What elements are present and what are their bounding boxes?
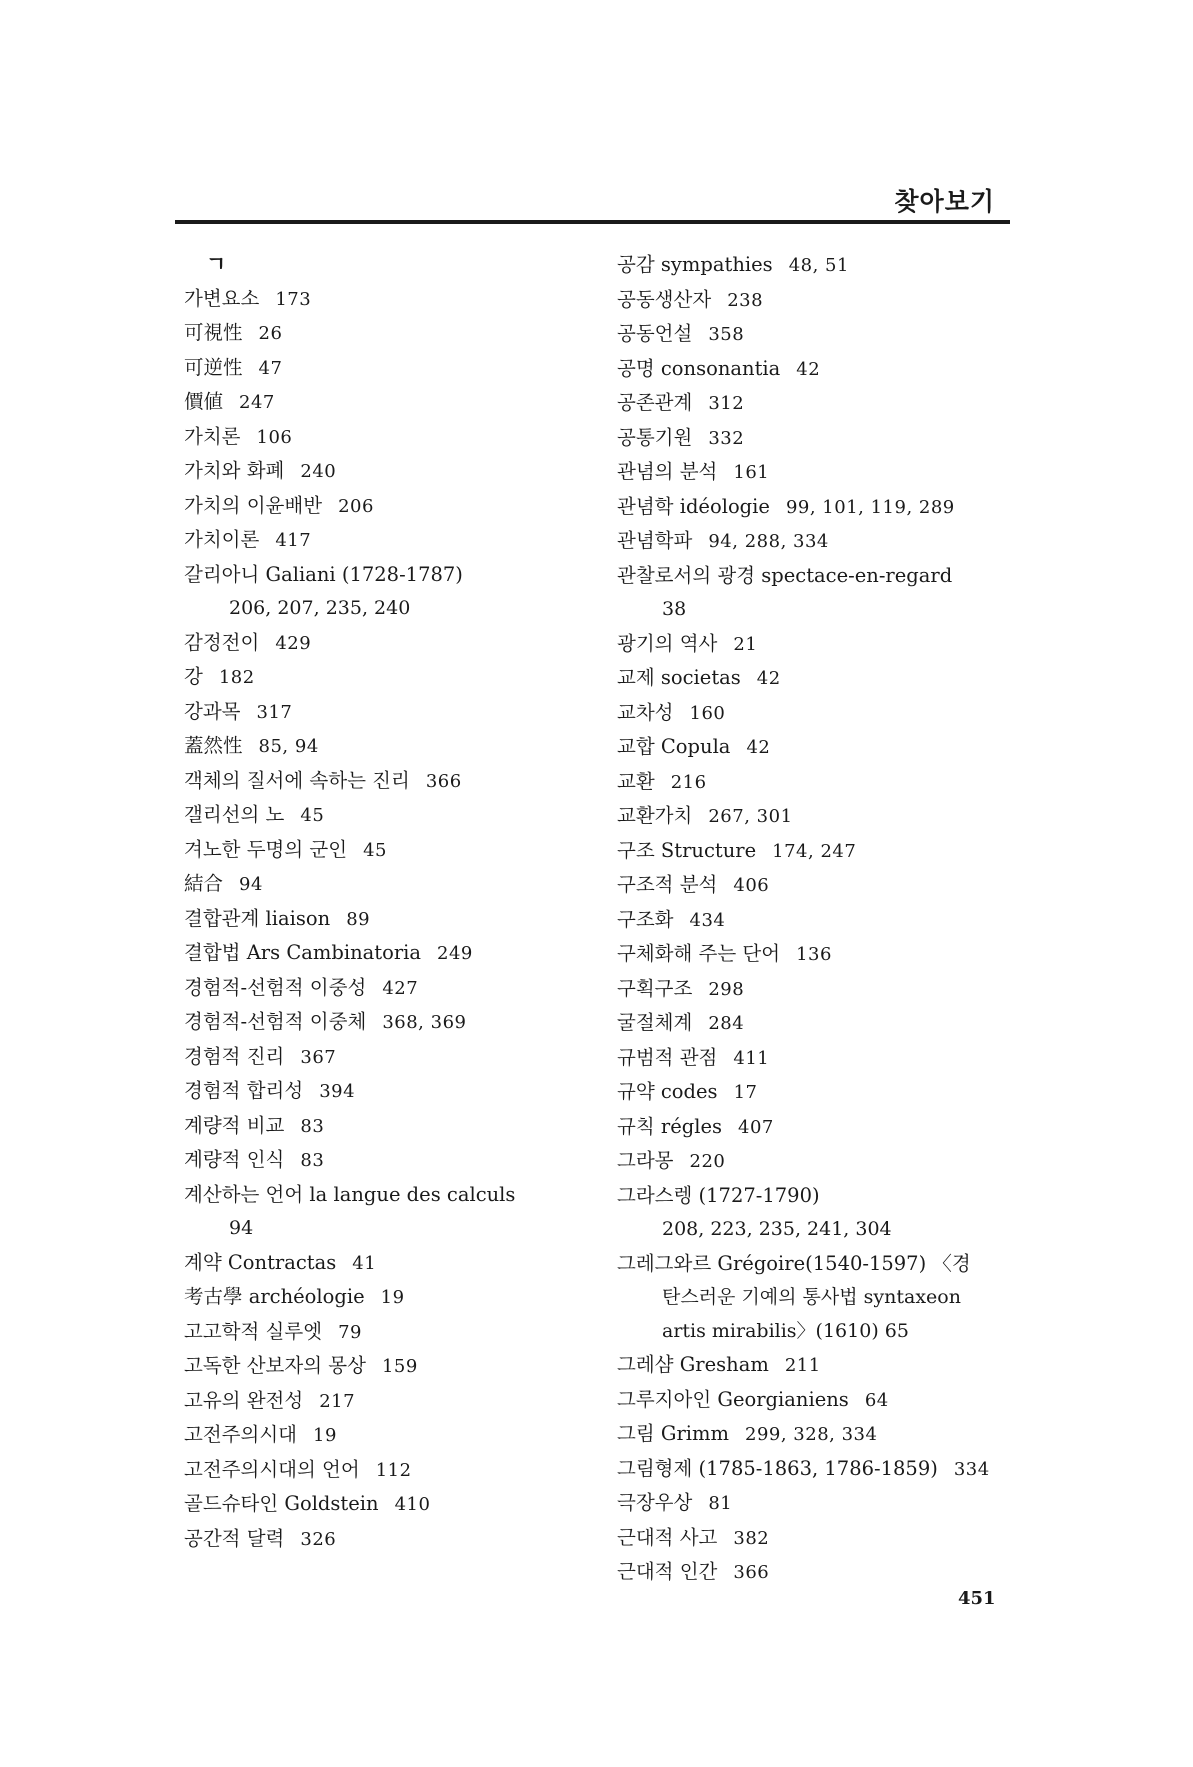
index-term: 가치이론 xyxy=(184,528,260,551)
index-column-right xyxy=(617,248,1017,1590)
index-pages: 407 xyxy=(738,1116,774,1138)
index-term: 결합관계 liaison xyxy=(184,906,331,930)
index-pages: 249 xyxy=(437,943,473,964)
index-entry xyxy=(617,1348,1017,1383)
index-term: 계약 Contractas xyxy=(184,1250,337,1274)
index-entry xyxy=(184,1246,584,1281)
index-pages: 81 xyxy=(708,1493,733,1514)
index-pages: 85, 94 xyxy=(258,736,319,757)
index-term: 구획구조 xyxy=(617,976,693,1000)
index-term: 蓋然性 xyxy=(184,734,243,757)
index-entry-continuation: 38 xyxy=(662,598,687,620)
index-pages: 217 xyxy=(319,1390,356,1412)
index-term: 교환가치 xyxy=(617,804,693,827)
index-term: 可逆性 xyxy=(184,355,243,379)
index-entry xyxy=(617,1247,1017,1282)
index-pages: 83 xyxy=(300,1150,325,1171)
index-entry xyxy=(617,1486,1017,1521)
index-term: 결합법 Ars Cambinatoria xyxy=(184,941,422,964)
index-entry-continuation: 탄스러운 기예의 통사법 syntaxeon xyxy=(662,1286,961,1308)
index-term: 공감 sympathies xyxy=(617,253,773,276)
index-pages: 174, 247 xyxy=(772,840,857,862)
index-term: 가치의 이윤배반 xyxy=(184,493,323,517)
index-pages: 182 xyxy=(218,667,255,688)
index-entry xyxy=(617,661,1017,696)
index-pages: 238 xyxy=(727,289,764,311)
index-term: 관념의 분석 xyxy=(617,460,718,483)
index-term: 그림형제 (1785-1863, 1786-1859) xyxy=(617,1456,938,1480)
index-term: 공명 consonantia xyxy=(617,356,781,380)
index-term: 갤리선의 노 xyxy=(184,803,285,826)
index-entry xyxy=(184,420,584,455)
index-term: 경험적-선험적 이중성 xyxy=(184,975,367,999)
index-term: 규범적 관점 xyxy=(617,1045,718,1069)
index-term: 근대적 사고 xyxy=(617,1525,718,1549)
index-term: 갈리아니 Galiani (1728-1787) xyxy=(184,562,463,586)
index-pages: 48, 51 xyxy=(788,255,849,276)
index-entry xyxy=(184,660,584,695)
index-pages: 334 xyxy=(953,1458,990,1480)
index-entry xyxy=(617,868,1017,903)
index-entry xyxy=(184,1109,584,1144)
index-pages: 326 xyxy=(300,1528,337,1550)
index-entry xyxy=(184,1453,584,1488)
index-term: 굴절체계 xyxy=(617,1011,693,1034)
index-term: 그림 Grimm xyxy=(617,1422,729,1445)
index-entry-continuation: 208, 223, 235, 241, 304 xyxy=(662,1218,892,1240)
index-term: 고유의 완전성 xyxy=(184,1388,304,1412)
index-entry xyxy=(184,1280,584,1315)
index-term: 강 xyxy=(184,665,203,688)
index-pages: 434 xyxy=(689,909,726,931)
index-term: 공통기원 xyxy=(617,425,693,449)
index-pages: 247 xyxy=(239,392,275,413)
section-letter: ㄱ xyxy=(206,252,227,276)
index-pages: 382 xyxy=(733,1527,770,1549)
index-pages: 366 xyxy=(425,770,462,792)
index-entry-continuation: 94 xyxy=(229,1217,254,1239)
index-pages: 216 xyxy=(670,771,707,793)
index-entry xyxy=(184,626,584,661)
index-pages: 79 xyxy=(338,1321,362,1343)
index-pages: 317 xyxy=(256,701,293,723)
index-term: 가치론 xyxy=(184,424,241,448)
index-entry xyxy=(617,937,1017,972)
page-header xyxy=(175,182,1010,224)
index-pages: 394 xyxy=(319,1081,356,1102)
index-term: 규약 codes xyxy=(617,1080,718,1103)
index-term: 경험적 진리 xyxy=(184,1044,285,1068)
index-pages: 42 xyxy=(796,358,821,380)
index-entry xyxy=(184,454,584,489)
index-entry xyxy=(184,902,584,937)
index-pages: 94 xyxy=(239,874,263,895)
index-entry xyxy=(617,248,1017,283)
index-entry xyxy=(184,798,584,833)
index-pages: 41 xyxy=(352,1252,377,1274)
index-term: 근대적 인간 xyxy=(617,1560,718,1583)
index-term: 그루지아인 Georgianiens xyxy=(617,1387,849,1411)
index-term: 감정전이 xyxy=(184,630,260,654)
index-entry xyxy=(184,316,584,351)
index-entry xyxy=(184,1522,584,1557)
index-pages: 358 xyxy=(708,324,745,345)
index-term: 관찰로서의 광경 spectace-en-regard xyxy=(617,563,953,587)
index-pages: 112 xyxy=(375,1459,412,1481)
index-pages: 298 xyxy=(708,978,745,1000)
index-term: 규칙 régles xyxy=(617,1114,723,1138)
index-pages: 368, 369 xyxy=(382,1012,467,1033)
index-entry xyxy=(184,1005,584,1040)
index-term: 객체의 질서에 속하는 진리 xyxy=(184,768,410,792)
index-pages: 160 xyxy=(689,702,726,724)
index-entry xyxy=(617,1075,1017,1110)
index-entry xyxy=(184,1040,584,1075)
index-pages: 106 xyxy=(256,426,293,448)
index-entry xyxy=(184,351,584,386)
index-entry xyxy=(184,385,584,420)
index-pages: 206 xyxy=(338,495,374,517)
index-entry xyxy=(184,1349,584,1384)
index-pages: 42 xyxy=(746,737,771,758)
index-entry xyxy=(184,729,584,764)
index-pages: 99, 101, 119, 289 xyxy=(785,496,955,518)
index-entry xyxy=(617,421,1017,456)
index-term: 고전주의시대 xyxy=(184,1423,298,1446)
index-term: 結合 xyxy=(184,872,224,895)
index-entry xyxy=(617,834,1017,869)
index-entry xyxy=(617,1041,1017,1076)
index-term: 그라몽 xyxy=(617,1149,674,1172)
index-entry xyxy=(184,1418,584,1453)
index-term: 可視性 xyxy=(184,321,243,344)
index-entry xyxy=(184,1384,584,1419)
index-entry xyxy=(184,523,584,558)
index-term: 구조화 xyxy=(617,907,674,931)
index-term: 교합 Copula xyxy=(617,735,731,758)
index-term: 고독한 산보자의 몽상 xyxy=(184,1354,366,1377)
index-term: 공동언설 xyxy=(617,322,693,345)
index-entry xyxy=(617,903,1017,938)
index-entry xyxy=(184,1143,584,1178)
index-pages: 64 xyxy=(864,1389,889,1411)
index-entry xyxy=(617,386,1017,421)
index-entry xyxy=(184,489,584,524)
index-term: 가치와 화폐 xyxy=(184,459,285,482)
index-term: 考古學 archéologie xyxy=(184,1285,365,1308)
index-entry xyxy=(617,1144,1017,1179)
index-pages: 26 xyxy=(258,323,283,344)
index-pages: 19 xyxy=(313,1425,337,1446)
index-term: 고고학적 실루엣 xyxy=(184,1319,323,1343)
index-entry xyxy=(617,1006,1017,1041)
index-term: 교환 xyxy=(617,769,655,793)
index-entry-continuation: artis mirabilis〉(1610) 65 xyxy=(662,1319,909,1342)
index-entry xyxy=(184,282,584,317)
index-entry xyxy=(617,524,1017,559)
index-entry xyxy=(617,730,1017,765)
index-pages: 312 xyxy=(708,393,745,414)
index-term: 겨노한 두명의 군인 xyxy=(184,837,348,861)
index-pages: 299, 328, 334 xyxy=(745,1424,878,1445)
index-entry xyxy=(617,696,1017,731)
index-pages: 406 xyxy=(733,875,770,896)
index-term: 價値 xyxy=(184,390,224,413)
index-entry xyxy=(184,1074,584,1109)
index-entry xyxy=(617,1110,1017,1145)
index-entry xyxy=(184,833,584,868)
index-pages: 45 xyxy=(300,805,325,826)
index-pages: 47 xyxy=(258,357,283,379)
index-column-left xyxy=(184,248,584,1556)
index-entry xyxy=(184,764,584,799)
index-pages: 220 xyxy=(689,1151,726,1172)
index-term: 공간적 달력 xyxy=(184,1526,285,1550)
index-pages: 89 xyxy=(346,908,371,930)
index-pages: 367 xyxy=(300,1046,337,1068)
index-entry xyxy=(617,455,1017,490)
index-term: 교제 societas xyxy=(617,666,741,689)
index-entry xyxy=(617,765,1017,800)
index-term: 강과목 xyxy=(184,699,241,723)
index-pages: 411 xyxy=(733,1047,770,1069)
index-term: 공동생산자 xyxy=(617,287,712,311)
index-entry xyxy=(184,936,584,971)
index-entry xyxy=(617,283,1017,318)
index-entry xyxy=(184,558,584,593)
index-entry xyxy=(617,1555,1017,1590)
index-pages: 17 xyxy=(733,1082,758,1103)
index-entry xyxy=(617,799,1017,834)
index-term: 구조 Structure xyxy=(617,838,757,862)
index-pages: 19 xyxy=(380,1287,405,1308)
index-pages: 332 xyxy=(708,427,745,449)
index-term: 그레샴 Gresham xyxy=(617,1353,769,1376)
index-entry xyxy=(184,1487,584,1522)
index-term: 광기의 역사 xyxy=(617,631,718,655)
index-term: 관념학파 xyxy=(617,529,693,552)
index-term: 구조적 분석 xyxy=(617,873,718,896)
index-pages: 410 xyxy=(394,1494,431,1515)
index-pages: 284 xyxy=(708,1013,745,1034)
index-entry xyxy=(184,867,584,902)
index-term: 그라스렝 (1727-1790) xyxy=(617,1183,820,1207)
index-term: 계량적 비교 xyxy=(184,1113,285,1137)
index-entry xyxy=(617,559,1017,594)
index-pages: 42 xyxy=(756,668,781,689)
index-pages: 240 xyxy=(300,461,337,482)
index-entry xyxy=(617,1179,1017,1214)
index-term: 고전주의시대의 언어 xyxy=(184,1457,360,1481)
index-term: 극장우상 xyxy=(617,1491,693,1514)
index-entry xyxy=(184,695,584,730)
header-rule xyxy=(175,220,1010,224)
index-pages: 161 xyxy=(733,462,770,483)
index-term: 계산하는 언어 la langue des calculs xyxy=(184,1182,516,1206)
index-entry xyxy=(617,352,1017,387)
index-pages: 429 xyxy=(275,632,312,654)
index-term: 관념학 idéologie xyxy=(617,494,770,518)
index-entry-continuation: 206, 207, 235, 240 xyxy=(229,597,411,619)
index-entry xyxy=(617,317,1017,352)
index-entry xyxy=(617,1452,1017,1487)
index-entry xyxy=(184,1315,584,1350)
index-pages: 159 xyxy=(381,1356,418,1377)
running-title: 찾아보기 xyxy=(894,187,995,216)
index-pages: 136 xyxy=(796,944,832,965)
index-pages: 173 xyxy=(275,288,312,310)
index-pages: 427 xyxy=(382,977,419,999)
index-entry xyxy=(184,1178,584,1213)
index-pages: 267, 301 xyxy=(708,806,793,827)
index-entry xyxy=(617,627,1017,662)
index-term: 골드슈타인 Goldstein xyxy=(184,1492,379,1515)
index-term: 교차성 xyxy=(617,700,674,724)
index-pages: 211 xyxy=(784,1355,821,1376)
index-pages: 83 xyxy=(300,1115,325,1137)
index-term: 경험적-선험적 이중체 xyxy=(184,1010,367,1033)
index-term: 구체화해 주는 단어 xyxy=(617,942,781,965)
index-term: 공존관계 xyxy=(617,391,693,414)
index-term: 경험적 합리성 xyxy=(184,1079,304,1102)
index-term: 가변요소 xyxy=(184,286,260,310)
index-entry xyxy=(617,1417,1017,1452)
index-term: 계량적 인식 xyxy=(184,1148,285,1171)
index-entry xyxy=(617,1521,1017,1556)
index-pages: 21 xyxy=(733,633,758,655)
index-entry xyxy=(184,971,584,1006)
index-term: 그레그와르 Grégoire(1540-1597) 〈경 xyxy=(617,1251,971,1275)
index-pages: 366 xyxy=(733,1562,770,1583)
index-pages: 45 xyxy=(363,839,387,861)
index-pages: 94, 288, 334 xyxy=(708,531,829,552)
index-entry xyxy=(617,972,1017,1007)
index-entry xyxy=(617,490,1017,525)
page-number: 451 xyxy=(958,1588,996,1609)
index-pages: 417 xyxy=(275,530,312,551)
index-entry xyxy=(617,1383,1017,1418)
